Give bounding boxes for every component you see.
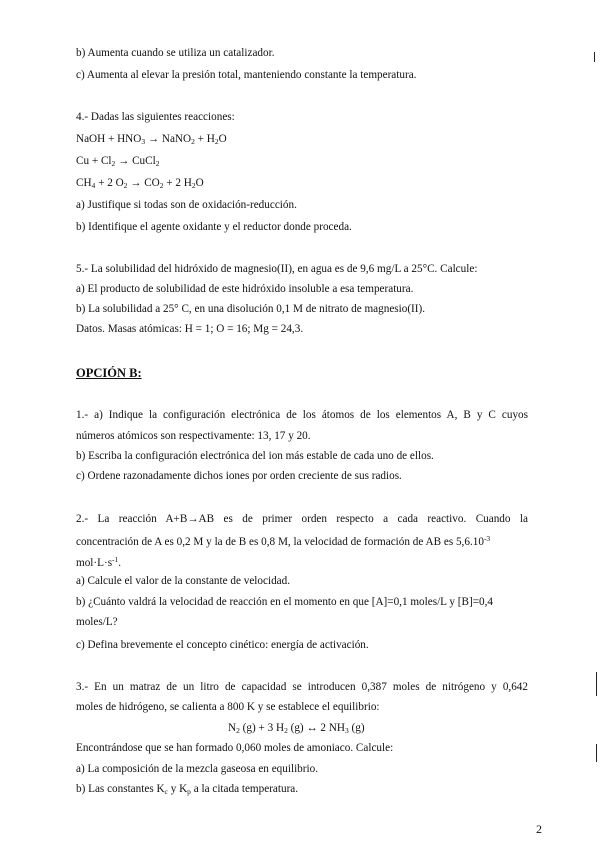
scan-margin-mark	[596, 744, 597, 762]
question-b2b-line2: moles/L?	[76, 616, 118, 628]
question-b3-line1: 3.- En un matraz de un litro de capacidad se introducen 0,387 moles de nitrógeno y 0,642	[76, 681, 528, 693]
question-b3-line2: moles de hidrógeno, se calienta a 800 K y se establece el equilibrio:	[76, 701, 380, 713]
question-b1c: c) Ordene razonadamente dichos iones por orden creciente de sus radios.	[76, 470, 402, 482]
section-heading-opcion-b: OPCIÓN B:	[76, 366, 142, 380]
question-b2a: a) Calcule el valor de la constante de velocidad.	[76, 575, 291, 587]
question-b3a: a) La composición de la mezcla gaseosa en equilibrio.	[76, 763, 318, 775]
question-b1-line1: 1.- a) Indique la configuración electrónica de los átomos de los elementos A, B y C cuyos	[76, 409, 528, 421]
question-4-title: 4.- Dadas las siguientes reacciones:	[76, 111, 235, 123]
question-b2-line3: $mol\cdot L\cdot s^{-1}$.	[76, 555, 122, 569]
page-number: 2	[536, 822, 542, 836]
question-5-data: Datos. Masas atómicas: H = 1; O = 16; Mg = 24,3.	[76, 323, 304, 335]
reaction-1: NaOH + $HNO_3$ → NaNO$_2$ + $H_2O$	[76, 133, 227, 146]
question-b2c: c) Defina brevemente el concepto cinético: energía de activación.	[76, 639, 369, 651]
scan-margin-mark	[594, 52, 595, 62]
question-b1b: b) Escriba la configuración electrónica del ion más estable de cada uno de ellos.	[76, 450, 434, 462]
question-4a: a) Justifique si todas son de oxidación-reducción.	[76, 199, 297, 211]
text-line: c) Aumenta al elevar la presión total, manteniendo constante la temperatura.	[76, 69, 417, 81]
question-b3-line4: Encontrándose que se han formado 0,060 moles de amoniaco. Calcule:	[76, 742, 394, 754]
question-b3b: b) Las constantes $K_c$ y $K_p$ a la citada temperatura.	[76, 783, 299, 796]
question-5b: b) La solubilidad a 25° C, en una disolución 0,1 M de nitrato de magnesio(II).	[76, 303, 426, 315]
question-5a: a) El producto de solubilidad de este hidróxido insoluble a esa temperatura.	[76, 283, 414, 295]
question-b2b-line1: b) ¿Cuánto valdrá la velocidad de reacción en el momento en que [A]=0,1 moles/L y [B]=0,4	[76, 596, 493, 608]
text-line: b) Aumenta cuando se utiliza un catalizador.	[76, 47, 275, 59]
scan-margin-mark	[596, 672, 597, 696]
reaction-2: $Cu + Cl_2$ → CuCl$_2$	[76, 155, 160, 168]
question-4b: b) Identifique el agente oxidante y el reductor donde proceda.	[76, 221, 352, 233]
question-b2-line2: concentración de A es 0,2 M y la de B es 0,8 M, la velocidad de formación de AB es $5,6.10^{-3}$	[76, 534, 491, 548]
reaction-3: $CH_4 + 2$ $O_2 \to CO_2 + 2$ $H_2O$	[76, 177, 204, 190]
question-b2-line1: 2.- La reacción A+B→AB es de primer orden respecto a cada reactivo. Cuando la	[76, 513, 528, 525]
question-b1-line2: números atómicos son respectivamente: 13, 17 y 20.	[76, 430, 311, 442]
question-5-title: 5.- La solubilidad del hidróxido de magnesio(II), en agua es de 9,6 mg/L a 25°C. Calcule:	[76, 263, 478, 275]
equilibrium-equation: $N_2$ (g) + 3 $H_2$ (g) ↔ 2 $NH_3$ (g)	[228, 722, 365, 735]
